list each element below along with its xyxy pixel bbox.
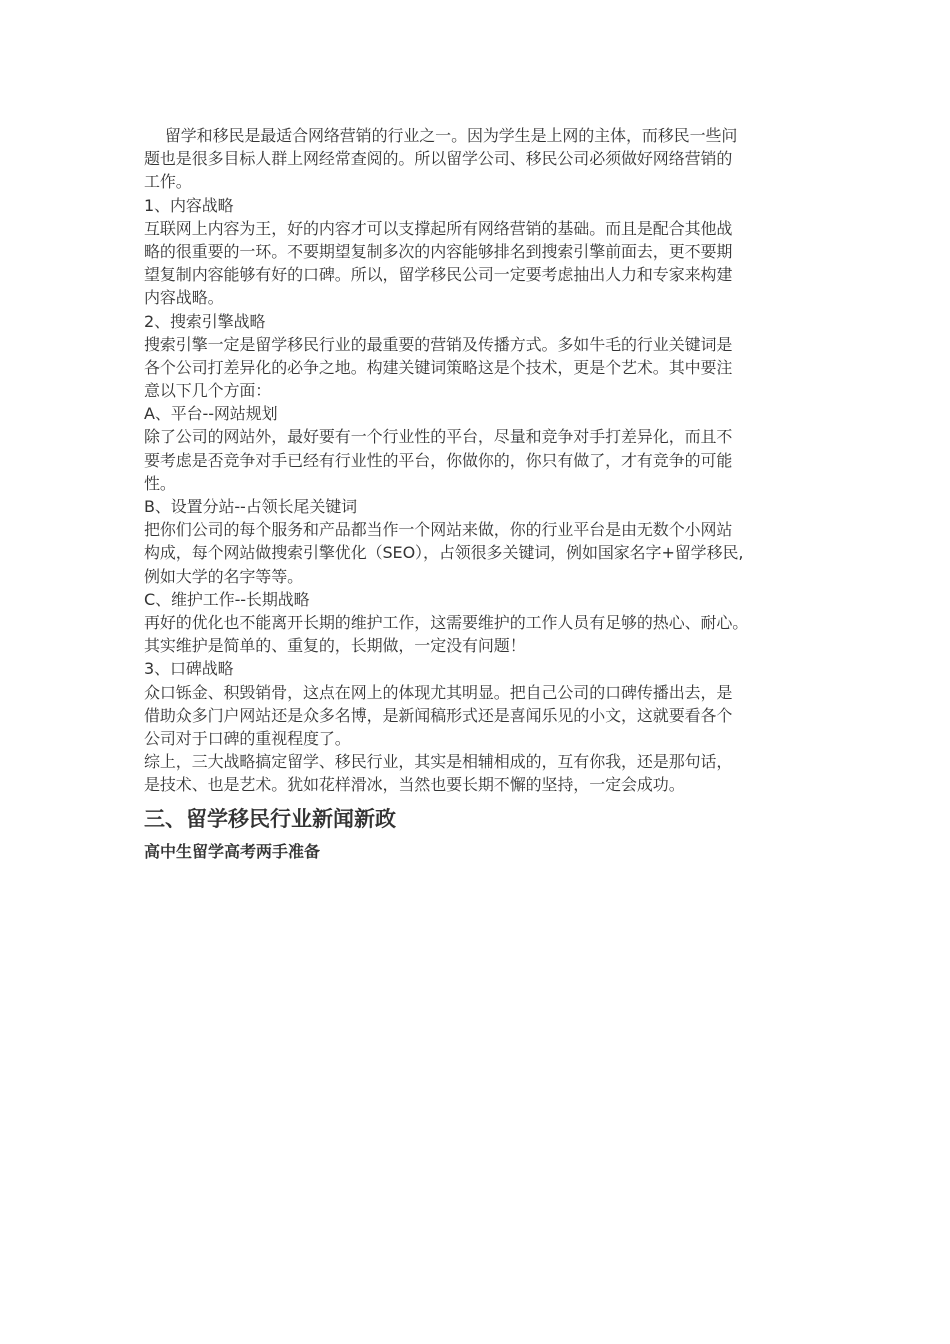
text-line: 意以下几个方面： [144, 381, 272, 401]
text-line: 是技术、也是艺术。犹如花样滑冰，当然也要长期不懈的坚持，一定会成功。 [144, 775, 685, 795]
text-line: 搜索引擎一定是留学移民行业的最重要的营销及传播方式。多如牛毛的行业关键词是 [144, 334, 733, 354]
text-line: 再好的优化也不能离开长期的维护工作，这需要维护的工作人员有足够的热心、耐心。 [144, 612, 749, 632]
document-page [144, 124, 824, 864]
section-heading: 三、留学移民行业新闻新政 [144, 807, 396, 832]
text-line: 2、搜索引擎战略 [144, 311, 266, 331]
text-line: 性。 [144, 473, 176, 493]
text-line: 互联网上内容为王，好的内容才可以支撑起所有网络营销的基础。而且是配合其他战 [144, 218, 733, 238]
text-line: 综上，三大战略搞定留学、移民行业，其实是相辅相成的，互有你我，还是那句话， [144, 752, 733, 772]
text-line: 其实维护是简单的、重复的，长期做，一定没有问题！ [144, 636, 526, 656]
text-line: 望复制内容能够有好的口碑。所以，留学移民公司一定要考虑抽出人力和专家来构建 [144, 265, 733, 285]
body-text [144, 124, 824, 796]
text-line: 构成，每个网站做搜索引擎优化（SEO），占领很多关键词，例如国家名字+留学移民, [144, 543, 744, 563]
text-line: 公司对于口碑的重视程度了。 [144, 728, 351, 748]
text-line: 题也是很多目标人群上网经常查阅的。所以留学公司、移民公司必须做好网络营销的 [144, 149, 733, 169]
text-line: 留学和移民是最适合网络营销的行业之一。因为学生是上网的主体，而移民一些问 [144, 126, 738, 145]
text-line: 众口铄金、积毁销骨，这点在网上的体现尤其明显。把自己公司的口碑传播出去，是 [144, 682, 733, 702]
text-line: A、平台--网站规划 [144, 404, 278, 424]
text-line: 内容战略。 [144, 288, 224, 308]
text-line: 例如大学的名字等等。 [144, 566, 304, 586]
text-line: 3、口碑战略 [144, 659, 234, 679]
sub-heading: 高中生留学高考两手准备 [144, 842, 321, 862]
text-line: 借助众多门户网站还是众多名博，是新闻稿形式还是喜闻乐见的小文，这就要看各个 [144, 705, 733, 725]
text-line: 略的很重要的一环。不要期望复制多次的内容能够排名到搜索引擎前面去，更不要期 [144, 241, 733, 261]
text-line: 除了公司的网站外，最好要有一个行业性的平台，尽量和竞争对手打差异化，而且不 [144, 427, 733, 447]
text-line: 工作。 [144, 172, 192, 192]
text-line: C、维护工作--长期战略 [144, 589, 310, 609]
text-line: 各个公司打差异化的必争之地。构建关键词策略这是个技术，更是个艺术。其中要注 [144, 357, 733, 377]
text-line: B、设置分站--占领长尾关键词 [144, 497, 358, 516]
text-line: 要考虑是否竞争对手已经有行业性的平台，你做你的，你只有做了，才有竞争的可能 [144, 450, 733, 470]
text-line: 1、内容战略 [144, 195, 234, 215]
text-line: 把你们公司的每个服务和产品都当作一个网站来做，你的行业平台是由无数个小网站 [144, 520, 733, 540]
